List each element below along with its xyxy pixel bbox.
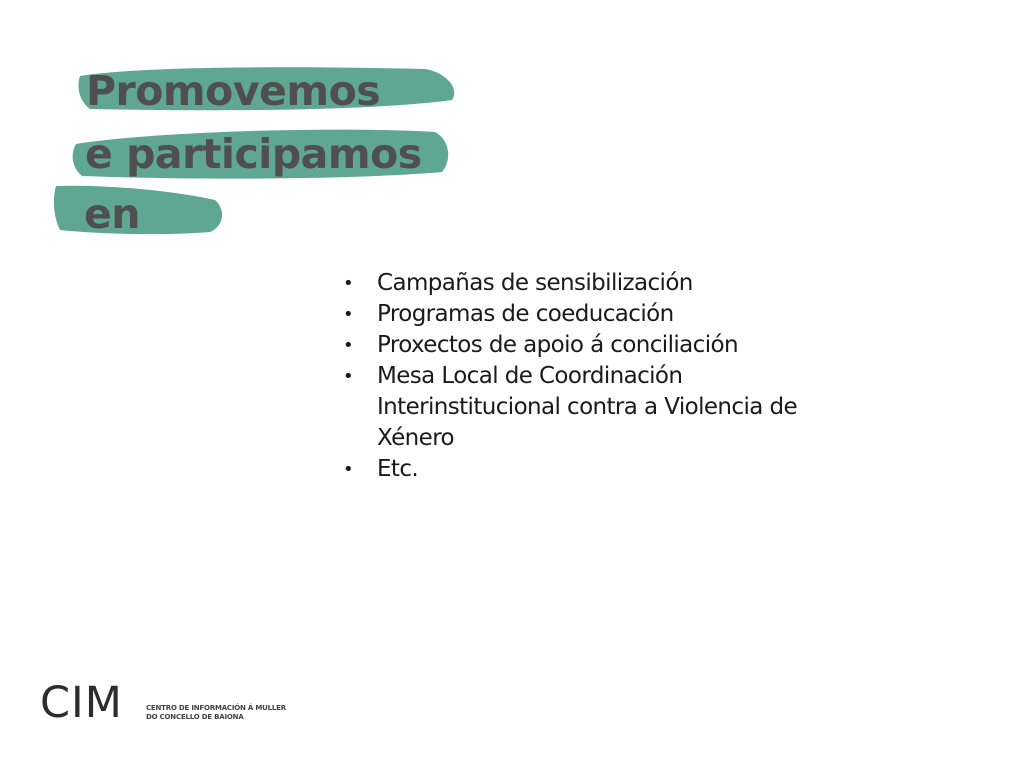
bullet-icon: • — [343, 366, 354, 387]
list-item-text: Mesa Local de Coordinación Interinstitucional contra a Violencia de Xénero — [377, 363, 797, 451]
title-graphic — [50, 60, 470, 250]
activities-list — [343, 268, 823, 485]
bullet-icon: • — [343, 273, 354, 294]
bullet-icon: • — [343, 459, 354, 480]
list-item — [343, 361, 823, 454]
logo-caption — [146, 704, 286, 722]
list-item-text: Programas de coeducación — [377, 301, 674, 327]
bullet-icon: • — [343, 304, 354, 325]
list-item-text: Campañas de sensibilización — [377, 270, 693, 296]
list-item-text: Etc. — [377, 456, 419, 482]
logo-mark: CIM — [40, 678, 123, 728]
list-item — [343, 454, 823, 485]
bullet-icon: • — [343, 335, 354, 356]
logo-caption-line-1: CENTRO DE INFORMACIÓN Á MULLER — [146, 704, 286, 712]
cim-logo — [40, 678, 300, 730]
title-line-2: e participamos — [85, 130, 422, 178]
list-item — [343, 268, 823, 299]
list-item — [343, 330, 823, 361]
list-item-text: Proxectos de apoio á conciliación — [377, 332, 738, 358]
title-line-3: en — [84, 190, 140, 238]
title-line-1: Promovemos — [86, 67, 381, 115]
list-item — [343, 299, 823, 330]
logo-caption-line-2: DO CONCELLO DE BAIONA — [146, 713, 244, 721]
